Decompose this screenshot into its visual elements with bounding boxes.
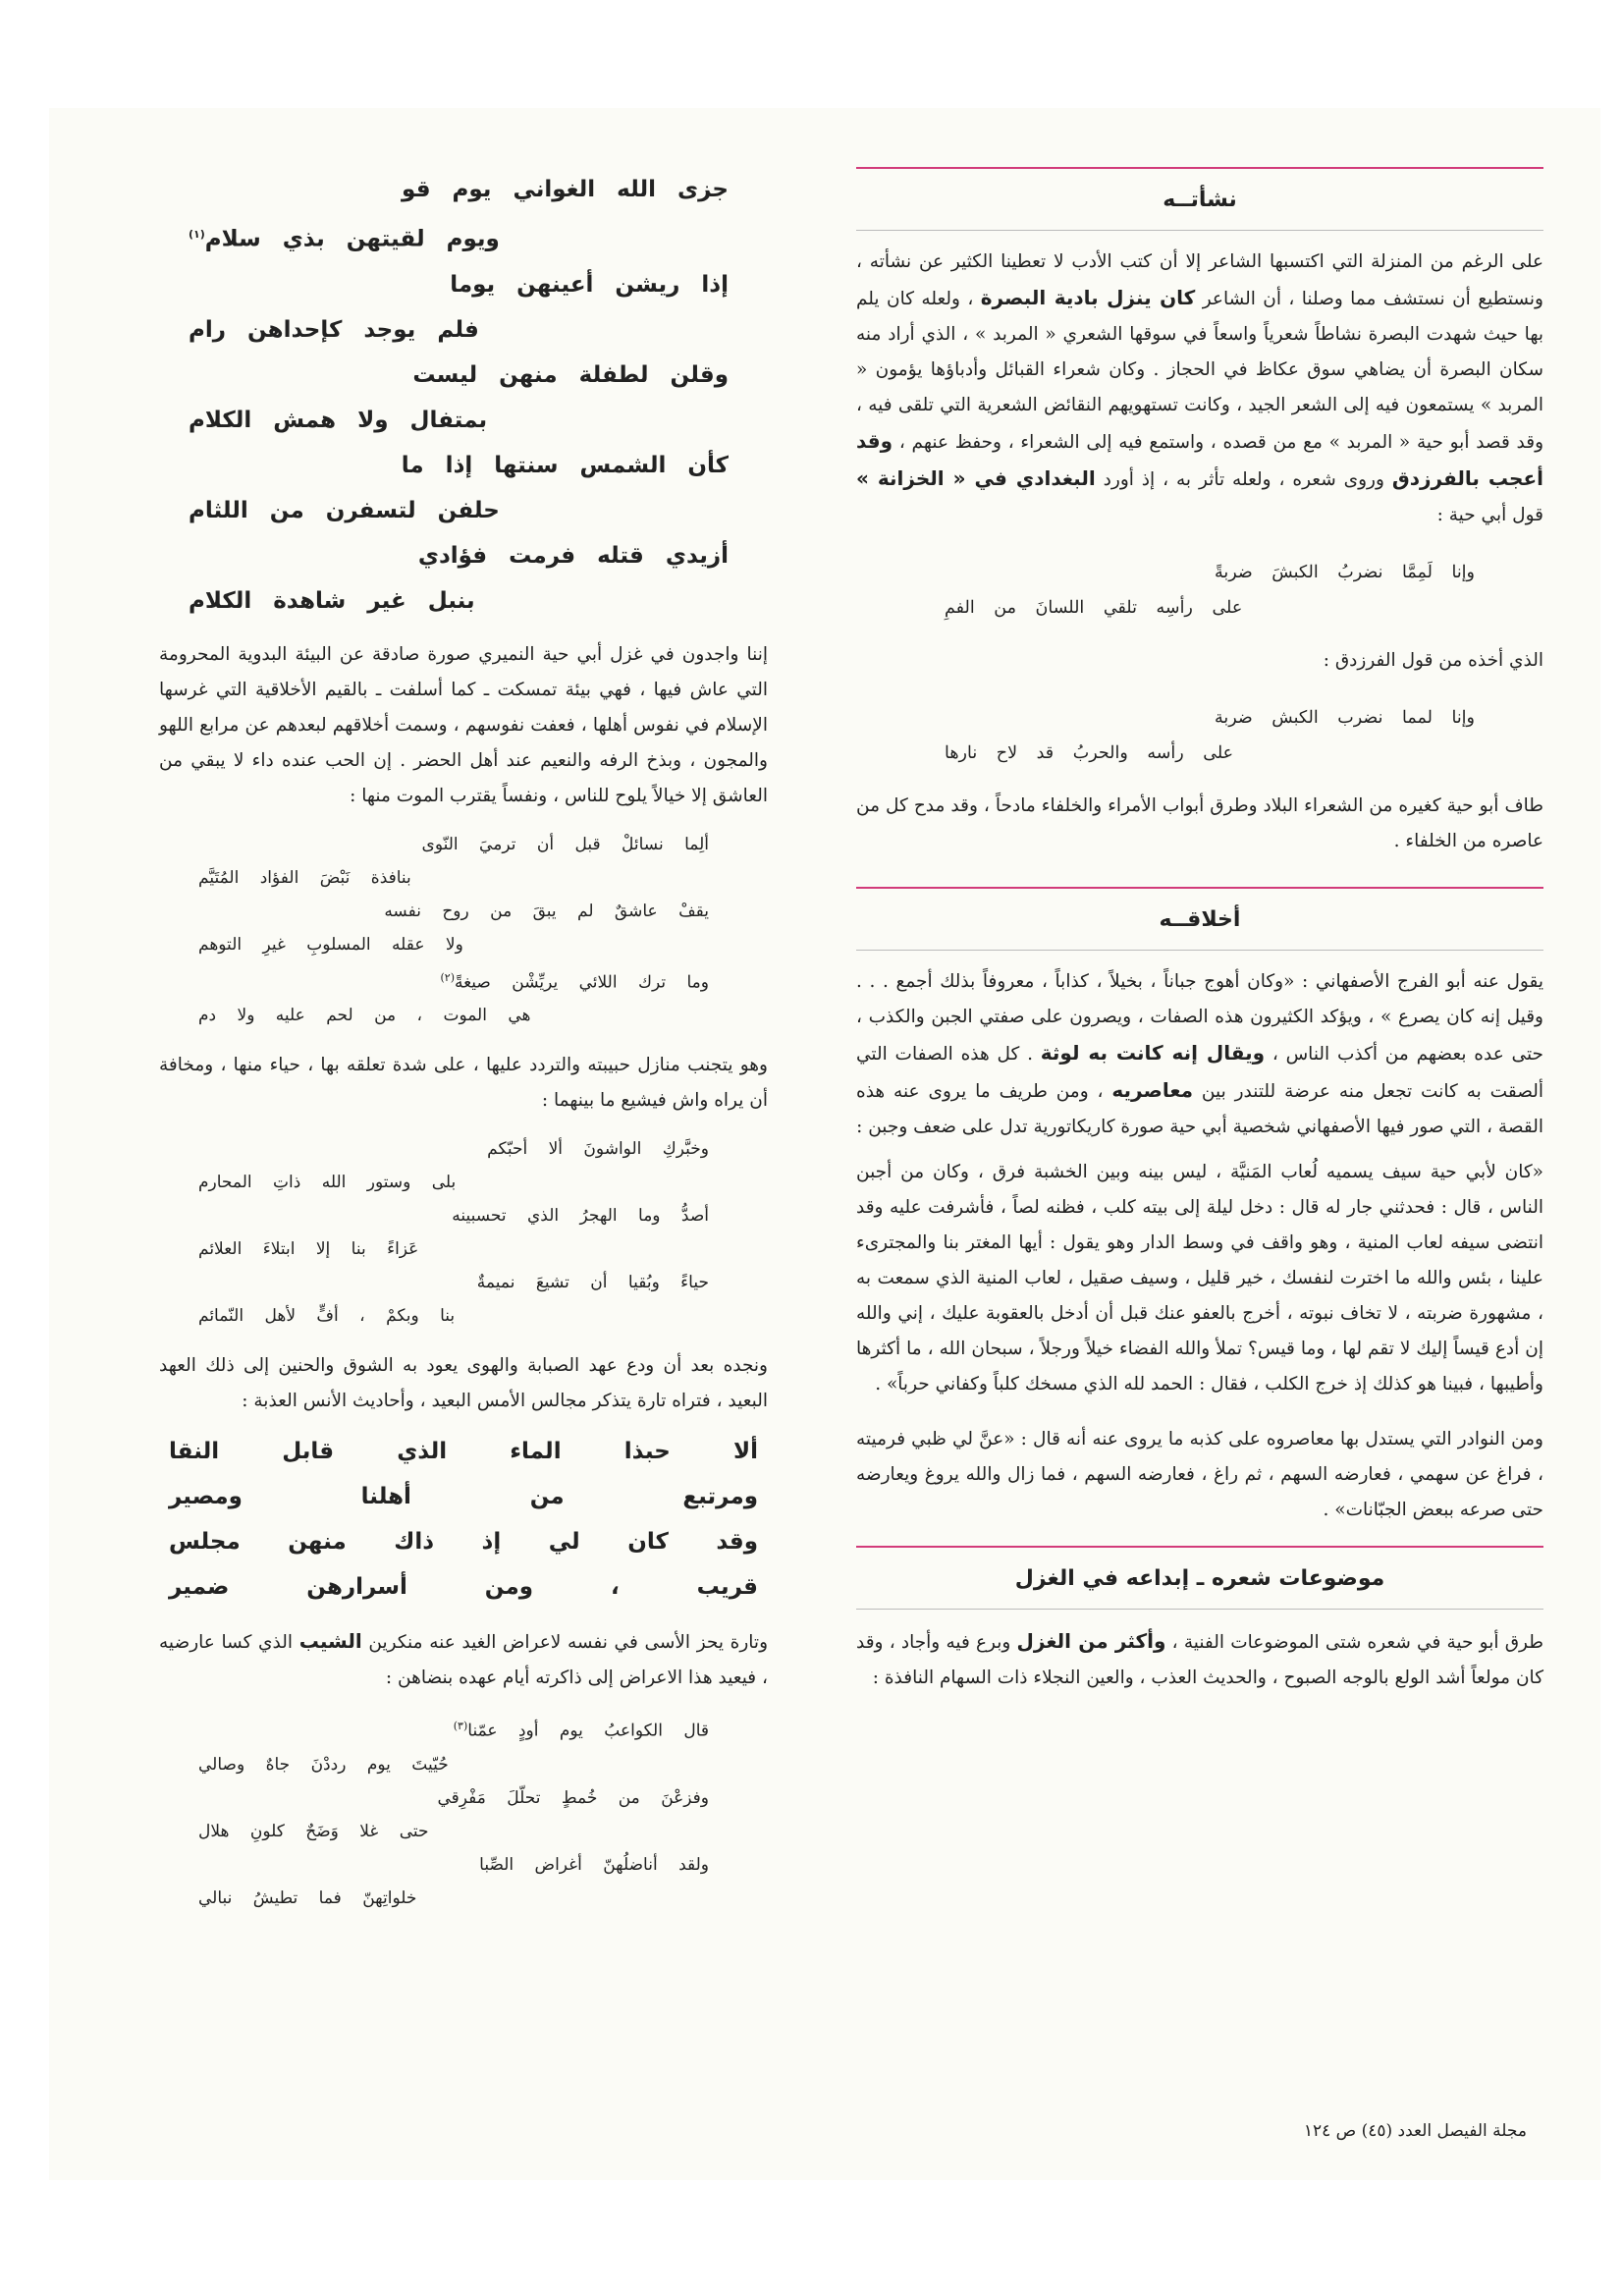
bold-text: معاصريه	[1111, 1078, 1193, 1102]
verse-hemistich: على رأسِه تلقي اللسانَ من الفمِ	[945, 598, 1243, 618]
poem-line: إذا ريشن أعينهن يوما	[450, 271, 729, 298]
poem-line: وفزعْنَ من خُمطٍ تحلّلَ مَفْرِقي	[437, 1787, 709, 1808]
poem-line: ومرتبع من أهلنا ومصير	[169, 1484, 758, 1510]
paragraph: الذي أخذه من قول الفرزدق :	[1323, 650, 1543, 671]
poem-line: حلفن لتسفرن من اللثام	[189, 497, 500, 523]
poem-line: أزيدي قتله فرمت فؤادي	[417, 542, 729, 569]
left-column	[159, 167, 768, 1931]
bold-text: وأكثر من الغزل	[1016, 1629, 1166, 1653]
poem-text: ويوم لقيتهن بذي سلام	[204, 226, 500, 252]
text: يقول عنه أبو الفرج الأصفهاني : «وكان أهوج جباناً ، بخيلاً ، كذاباً ، معروفاً بذلك أجمع . . . وقيل إنه كان يصرع » ، ويؤكد الكثيرون هذه الصفات ، ويصرون على صفتي الجبن والكذب ، حتى عده بعضهم من أكذب الناس ،	[856, 971, 1543, 1065]
footnote-marker: (١)	[189, 228, 205, 241]
magazine-page	[49, 108, 1600, 2180]
poem-line: يقفْ عاشقٌ لم يبقَ من روح نفسه	[384, 901, 709, 921]
page-footer: مجلة الفيصل العدد (٤٥) ص ١٢٤	[1303, 2121, 1527, 2141]
title-underline	[856, 230, 1543, 231]
verse	[856, 700, 1543, 771]
paragraph	[856, 1623, 1543, 1696]
poem-line: بنبل غير شاهدة الكلام	[189, 587, 475, 614]
poem-line: هي الموت ، من لحم عليه ولا دم	[198, 1006, 531, 1026]
poem-line: عَزاءً بنا إلا ابتلاءَ العلائم	[198, 1239, 419, 1260]
poem-line: بمتفال ولا همش الكلام	[189, 407, 488, 433]
poem-line: جزى الله الغواني يوم قو	[402, 177, 729, 202]
poem-line: فلم يوجد كإحداهن رام	[189, 316, 479, 343]
poem-line: حتى غلا وَضَحٌ كلونِ هلال	[198, 1821, 429, 1841]
text: وتارة يحز الأسى في نفسه لاعراض الغيد عنه منكرين	[368, 1632, 768, 1654]
section-title-upbringing: نشأتــه	[1163, 188, 1237, 212]
poem-line: ولقد أناضلُهنّ أغراض الصِّبا	[479, 1854, 709, 1875]
section-title-character: أخلاقــه	[1159, 907, 1241, 932]
footnote-marker: (٣)	[453, 1720, 468, 1733]
text: قول أبي حية :	[1436, 505, 1543, 525]
poem-line: وقد كان لي إذ ذاك منهن مجلس	[169, 1529, 758, 1556]
poem-line: حُيّيتَ يوم رددْنَ جاهٌ وصالي	[198, 1754, 449, 1775]
title-underline	[856, 950, 1543, 951]
poem-line: ألِما نسائلْ قبل أن ترميَ النّوى	[421, 834, 709, 854]
text: طرق أبو حية في شعره شتى الموضوعات الفنية ،	[1171, 1632, 1543, 1653]
poem-line	[159, 961, 768, 1000]
verse-hemistich: وإنا لمما نضرب الكبش ضربة	[1214, 708, 1475, 728]
paragraph	[159, 1623, 768, 1696]
poem-line: بلى وستور الله ذاتِ المحارم	[198, 1173, 457, 1193]
poem	[159, 167, 768, 624]
poem-line	[159, 212, 768, 262]
section-title-themes: موضوعات شعره ـ إبداعه في الغزل	[1014, 1566, 1385, 1591]
right-column	[856, 167, 1543, 1706]
bold-text: ويقال إنه كانت به لوثة	[1040, 1041, 1266, 1065]
poem-text: وما ترك اللائي يريِّشْن صيغةً	[454, 972, 709, 993]
text: . كل هذه الصفات التي ألصقت به كانت تجعل منه عرضة للتندر بين	[856, 1044, 1544, 1102]
text: وبرع فيه وأجاد ، وقد كان مولعاً أشد الولع بالوجه الصبوح ، والحديث العذب ، والعين النجلاء ذات السهام النافذة :	[856, 1632, 1543, 1688]
paragraph: ومن النوادر التي يستدل بها معاصروه على كذبه ما يروى عنه أنه قال : «عنَّ لي ظبي فرميته ، فراغ عن سهمي ، فعارضه السهم ، ثم راغ ، فعارضه السهم ، فما زال والله يروغ ويعارضه حتى صرعه ببعض الجبّانات» .	[856, 1429, 1543, 1520]
poem-line	[159, 1710, 768, 1748]
paragraph: إننا واجدون في غزل أبي حية النميري صورة صادقة عن البيئة البدوية المحرومة التي عاش فيها ، فهي بيئة تمسكت ـ كما أسلفت ـ بالقيم الأخلاقية التي غرسها الإسلام في نفوس أهلها ، فعفت نفوسهم ، وسمت أخلاقهم لبعدهم عن مرابع اللهو والمجون ، وبذخ الرفه والنعيم عند أهل الحضر . إن الحب عنده داء لا يبقي من العاشق إلا خيالاً يلوح للناس ، ونفساً يقترب الموت منها :	[159, 643, 768, 806]
poem-line: خلواتِهنّ فما تطيشُ نبالي	[198, 1887, 417, 1908]
poem	[159, 828, 768, 1033]
bold-text: البغدادي في « الخزانة »	[856, 466, 1096, 490]
verse-hemistich: على رأسه والحربُ قد لاح نارها	[945, 743, 1234, 763]
verse	[856, 555, 1543, 626]
poem-text: قال الكواعبُ يوم أودٍ عمّنا	[467, 1721, 709, 1741]
poem-line: ولا عقله المسلوبِ غيرِ التوهم	[198, 934, 463, 955]
text: الذي كسا عارضيه ، فيعيد هذا الاعراض إلى ذاكرته أيام عهده بنضاهن :	[159, 1632, 768, 1689]
poem-line: قريب ، ومن أسرارهن ضمير	[169, 1574, 758, 1601]
poem-line: وقلن لطفلة منهن ليست	[412, 361, 729, 388]
paragraph: وهو يتجنب منازل حبيبته والتردد عليها ، على شدة تعلقه بها ، حياء منها ، ومخافة أن يراه واش فيشيع ما بينهما :	[159, 1055, 768, 1112]
text: وروى شعره ، ولعله تأثر به ، إذ أورد	[1103, 469, 1384, 490]
footnote-marker: (٢)	[440, 970, 455, 984]
poem-line: بنا وبكمْ ، أفٍّ لأهل النّمائم	[198, 1306, 456, 1327]
poem-line: ألا حبذا الماء الذي قابل النقا	[169, 1439, 758, 1465]
verse-hemistich: وإنا لَمِمَّا نضربُ الكبشَ ضربةً	[1214, 563, 1475, 582]
poem-line: أصدُّ وما الهجرُ الذي تحسبينه	[452, 1206, 709, 1227]
poem-line: حياءً وبُقيا أن تشيعَ نميمةٌ	[476, 1273, 709, 1293]
poem	[159, 1132, 768, 1333]
poem-line: وخبَّركِ الواشونَ ألا أحبّكم	[487, 1139, 709, 1160]
poem-line: بنافذة نَبْضَ الفؤاد المُتَيَّم	[198, 867, 411, 888]
text: ، ومن طريف ما يروى عنه هذه القصة ، التي صور فيها الأصفهاني شخصية أبي حية صورة كاريكاتورية تدل على ضعف وجبن :	[856, 1081, 1543, 1137]
bold-text: كان ينزل بادية البصرة	[980, 286, 1196, 309]
text: على الرغم من المنزلة التي اكتسبها الشاعر إلا أن كتب الأدب لا تعطينا الكثير عن نشأته ، ونستطيع أن نستشف مما وصلنا ، أن الشاعر	[856, 251, 1543, 309]
poem	[159, 1710, 768, 1915]
paragraph: «كان لأبي حية سيف يسميه لُعاب المَنيَّة ، ليس بينه وبين الخشبة فرق ، وكان من أجبن الناس ، قال : فحدثني جار له قال : دخل ليلة إلى بيته كلب ، فظنه لصاً ، فأشرفت عليه وقد انتضى سيفه لعاب المنية ، وهو واقف في وسط الدار وهو يقول : أيها المغتر بنا والمجترىء علينا ، بئس والله ما اخترت لنفسك ، خير قليل ، وسيف صقيل ، لعاب المنية الذي سمعت به ، مشهورة ضربته ، لا تخاف نبوته ، أخرج بالعفو عنك قبل أن أدخل بالعقوبة عليك ، إني والله إن أدع قيساً إليك لا تقم لها ، وما قيس؟ تملأ والله الفضاء خيلاً ورجلاً ، سبحان الله ، ما أكثرها وأطيبها ، فبينا هو كذلك إذ خرج الكلب ، فقال : الحمد لله الذي مسخك كلباً وكفاني حرباً» .	[856, 1162, 1543, 1394]
title-underline	[856, 1609, 1543, 1610]
text: ، ولعله كان يلم بها حيث شهدت البصرة نشاطاً شعرياً واسعاً في سوقها الشعري « المربد » ، الذي أراد منه سكان البصرة أن يضاهي سوق عكاظ في الحجاز . وكان شعراء القبائل وأدباؤها يؤمون « المربد » يستمعون فيه إلى الشعر الجيد ، وكانت تستهويهم النقائض الشعرية التي تلقى فيه ، وقد قصد أبو حية « المربد » مع من قصده ، واستمع فيه إلى الشعراء ، وحفظ عنهم ،	[856, 289, 1543, 453]
bold-text: وقد أعجب بالفرزدق	[856, 429, 1543, 490]
paragraph	[856, 245, 1543, 533]
poem-line: كأن الشمس سنتها إذا ما	[401, 452, 729, 478]
bold-text: الشيب	[298, 1629, 362, 1654]
paragraph: طاف أبو حية كغيره من الشعراء البلاد وطرق أبواب الأمراء والخلفاء مادحاً ، وقد مدح كل من عاصره من الخلفاء .	[856, 795, 1543, 851]
paragraph: ونجده بعد أن ودع عهد الصبابة والهوى يعود به الشوق والحنين إلى ذلك العهد البعيد ، فتراه تارة يتذكر مجالس الأمس البعيد ، وأحاديث الأنس العذبة :	[159, 1355, 768, 1412]
poem	[159, 1429, 768, 1610]
paragraph	[856, 964, 1543, 1145]
